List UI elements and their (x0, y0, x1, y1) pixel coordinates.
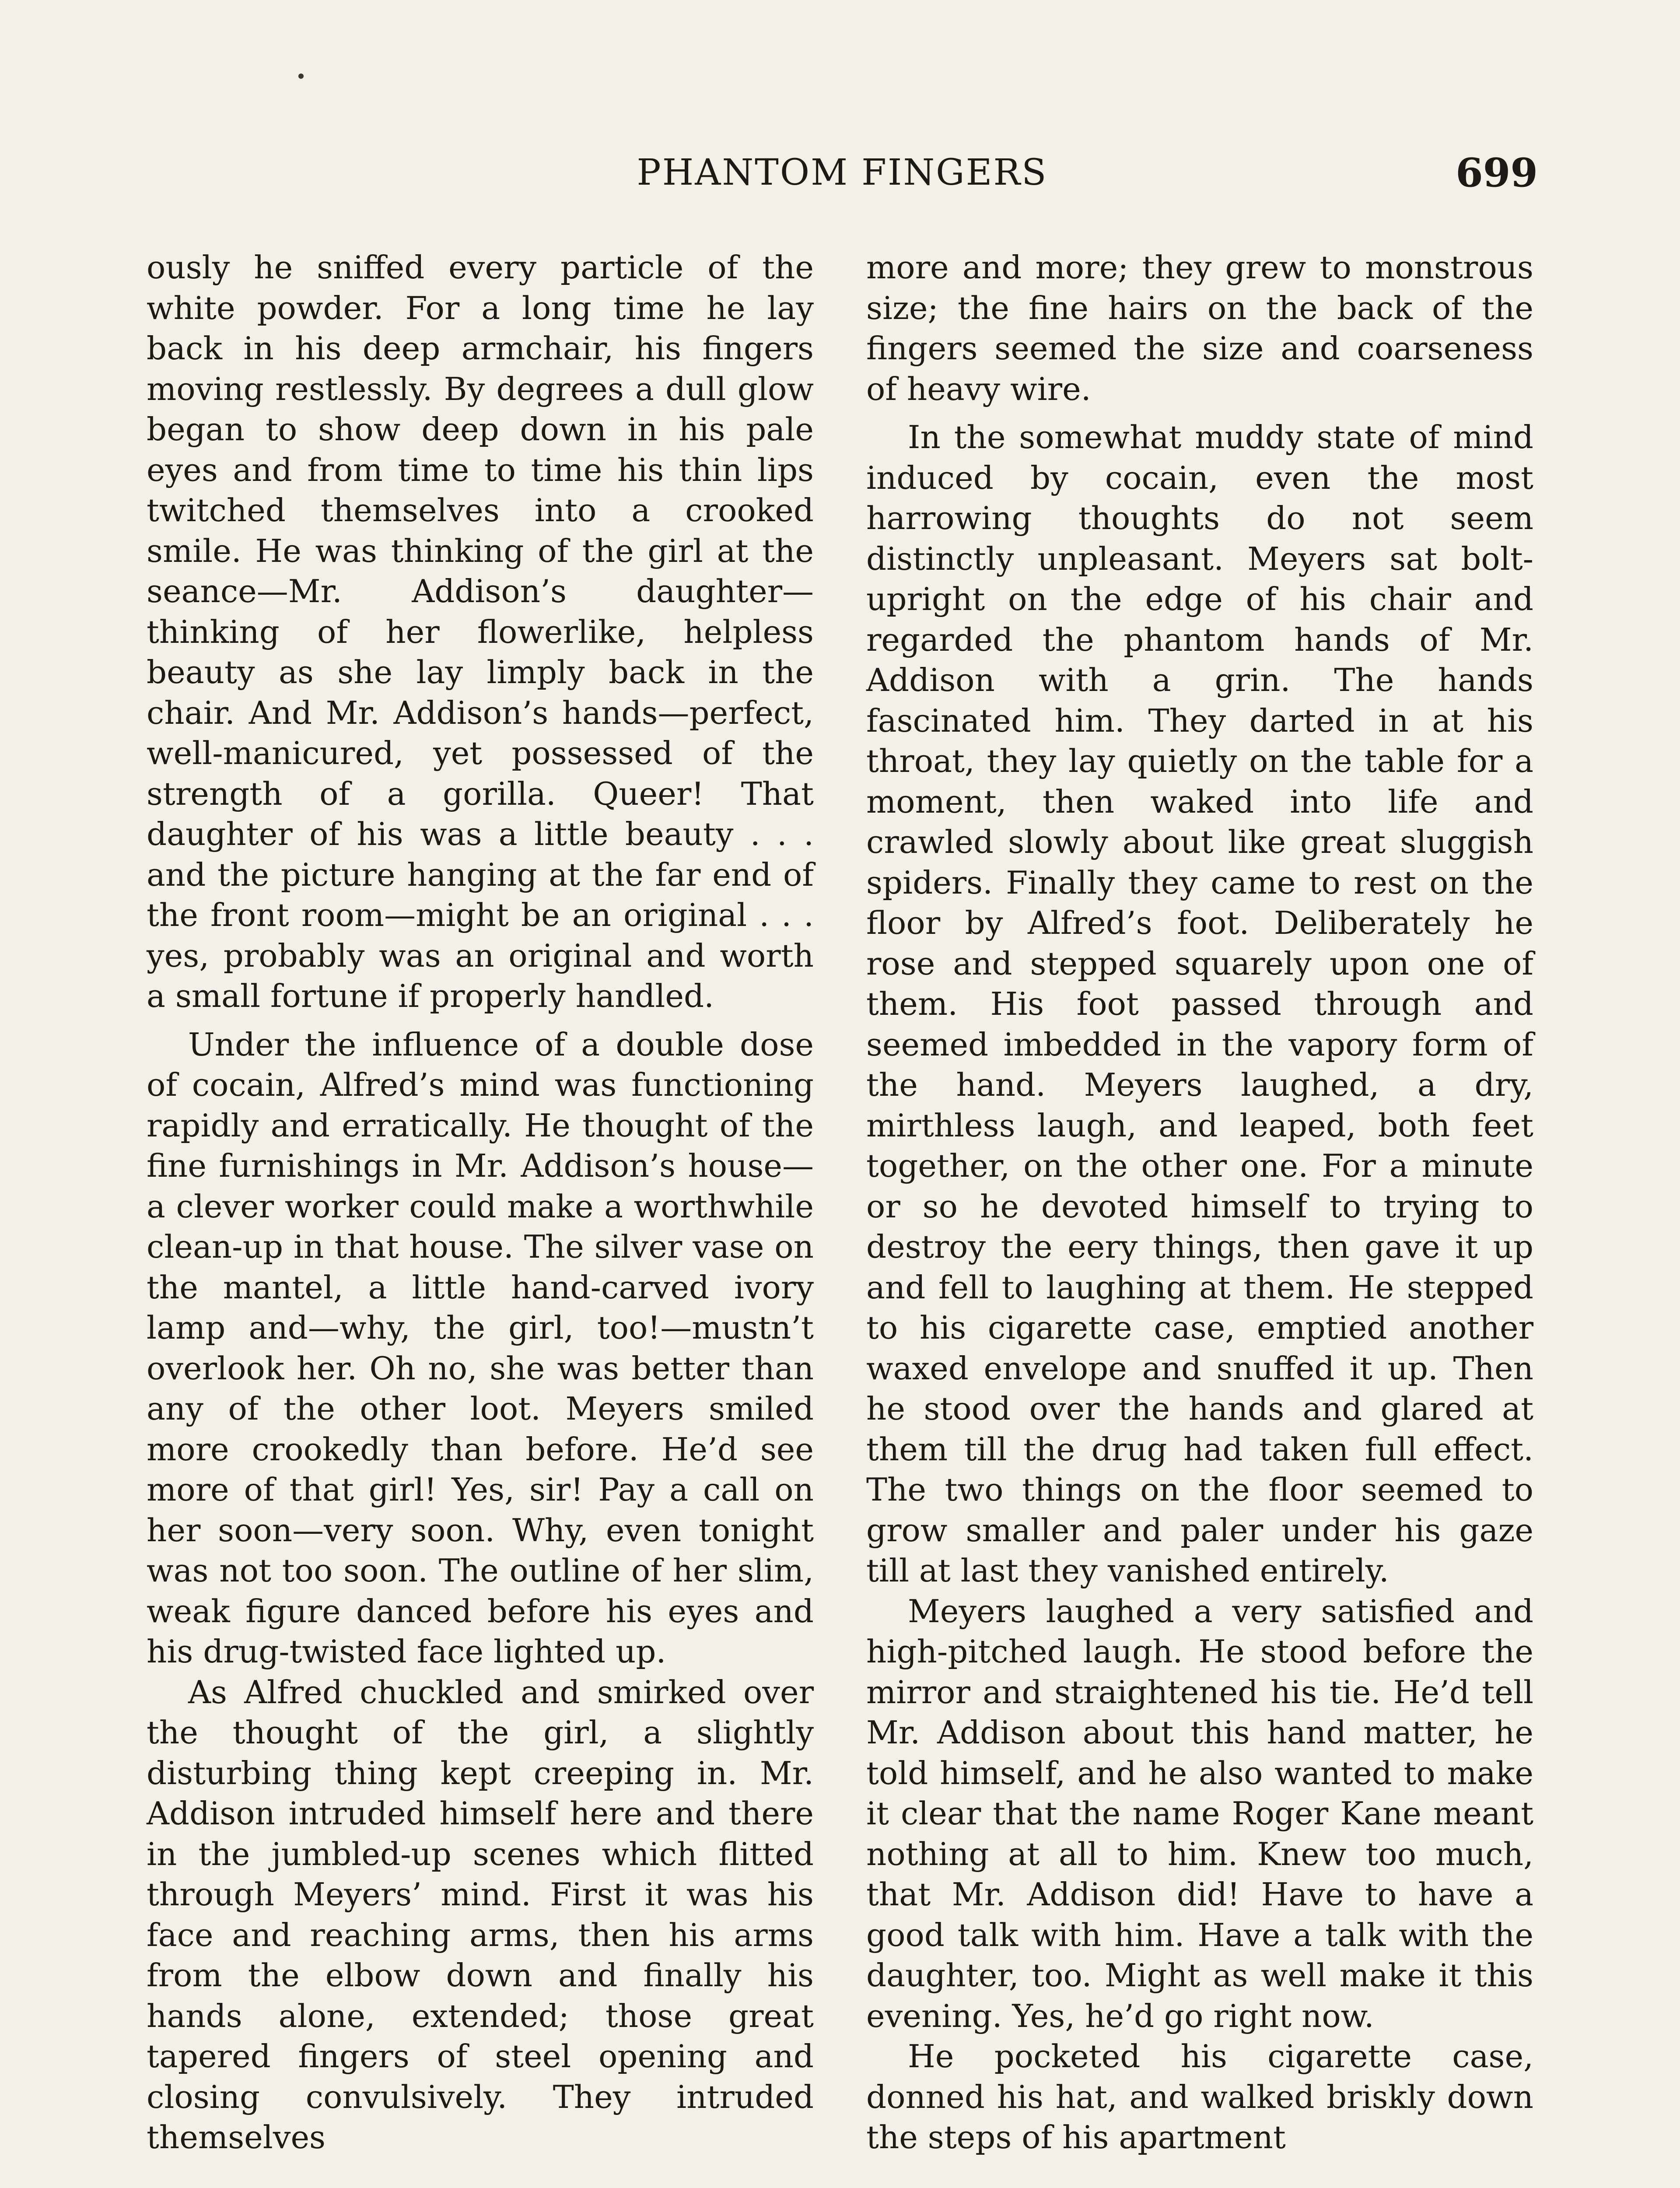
running-head (147, 149, 1538, 197)
paragraph: Under the influence of a double dose of cocain, Alfred’s mind was functioning rapidly and erratically. He thought of the fine furnishings in Mr. Addison’s house—a clever worker could make a worthwhile clean-up in that house. The silver vase on the mantel, a little hand-carved ivory lamp and—why, the girl, too!—mustn’t overlook her. Oh no, she was better than any of the other loot. Meyers smiled more crookedly than before. He’d see more of that girl! Yes, sir! Pay a call on her soon—very soon. Why, even tonight was not too soon. The outline of her slim, weak figure danced before his eyes and his drug-twisted face lighted up. (147, 1026, 814, 1670)
paragraph: Meyers laughed a very satisfied and high-pitched laugh. He stood before the mirror and straightened his tie. He’d tell Mr. Addison about this hand matter, he told himself, and he also wanted to make it clear that the name Roger Kane meant nothing at all to him. Knew too much, that Mr. Addison did! Have to have a good talk with him. Have a talk with the daughter, too. Might as well make it this evening. Yes, he’d go right now. (866, 1592, 1533, 2034)
paragraph: He pocketed his cigarette case, donned his hat, and walked briskly down the steps of his apartment (866, 2038, 1533, 2156)
page-number: 699 (1456, 150, 1538, 196)
paragraph: As Alfred chuckled and smirked over the thought of the girl, a slightly disturbing thing kept creeping in. Mr. Addison intruded himself here and there in the jumbled-up scenes which flitted through Meyers’ mind. First it was his face and reaching arms, then his arms from the elbow down and finally his hands alone, extended; those great tapered fingers of steel opening and closing convulsively. They intruded themselves (147, 1673, 814, 2156)
paragraph: more and more; they grew to monstrous size; the fine hairs on the back of the fingers seemed the size and coarseness of heavy wire. (866, 249, 1533, 407)
running-title: PHANTOM FINGERS (637, 152, 1048, 193)
ink-speck (298, 74, 304, 79)
left-column (147, 247, 814, 2158)
right-column (866, 247, 1533, 2158)
paragraph: In the somewhat muddy state of mind induced by cocain, even the most harrowing thoughts do not seem distinctly unpleasant. Meyers sat bolt-upright on the edge of his chair and regarded the phantom hands of Mr. Addison with a grin. The hands fascinated him. They darted in at his throat, they lay quietly on the table for a moment, then waked into life and crawled slowly about like great sluggish spiders. Finally they came to rest on the floor by Alfred’s foot. Deliberately he rose and stepped squarely upon one of them. His foot passed through and seemed imbedded in the vapory form of the hand. Meyers laughed, a dry, mirthless laugh, and leaped, both feet together, on the other one. For a minute or so he devoted himself to trying to destroy the eery things, then gave it up and fell to laughing at them. He stepped to his cigarette case, emptied another waxed envelope and snuffed it up. Then he stood over the hands and glared at them till the drug had taken full effect. The two things on the floor seemed to grow smaller and paler under his gaze till at last they vanished entirely. (866, 419, 1533, 1589)
paragraph: ously he sniffed every particle of the white powder. For a long time he lay back in his deep armchair, his fingers moving restlessly. By degrees a dull glow began to show deep down in his pale eyes and from time to time his thin lips twitched themselves into a crooked smile. He was thinking of the girl at the seance—Mr. Addison’s daughter—thinking of her flowerlike, helpless beauty as she lay limply back in the chair. And Mr. Addison’s hands—perfect, well-manicured, yet possessed of the strength of a gorilla. Queer! That daughter of his was a little beauty . . . and the picture hanging at the far end of the front room—might be an original . . . yes, probably was an original and worth a small fortune if properly handled. (147, 249, 814, 1014)
